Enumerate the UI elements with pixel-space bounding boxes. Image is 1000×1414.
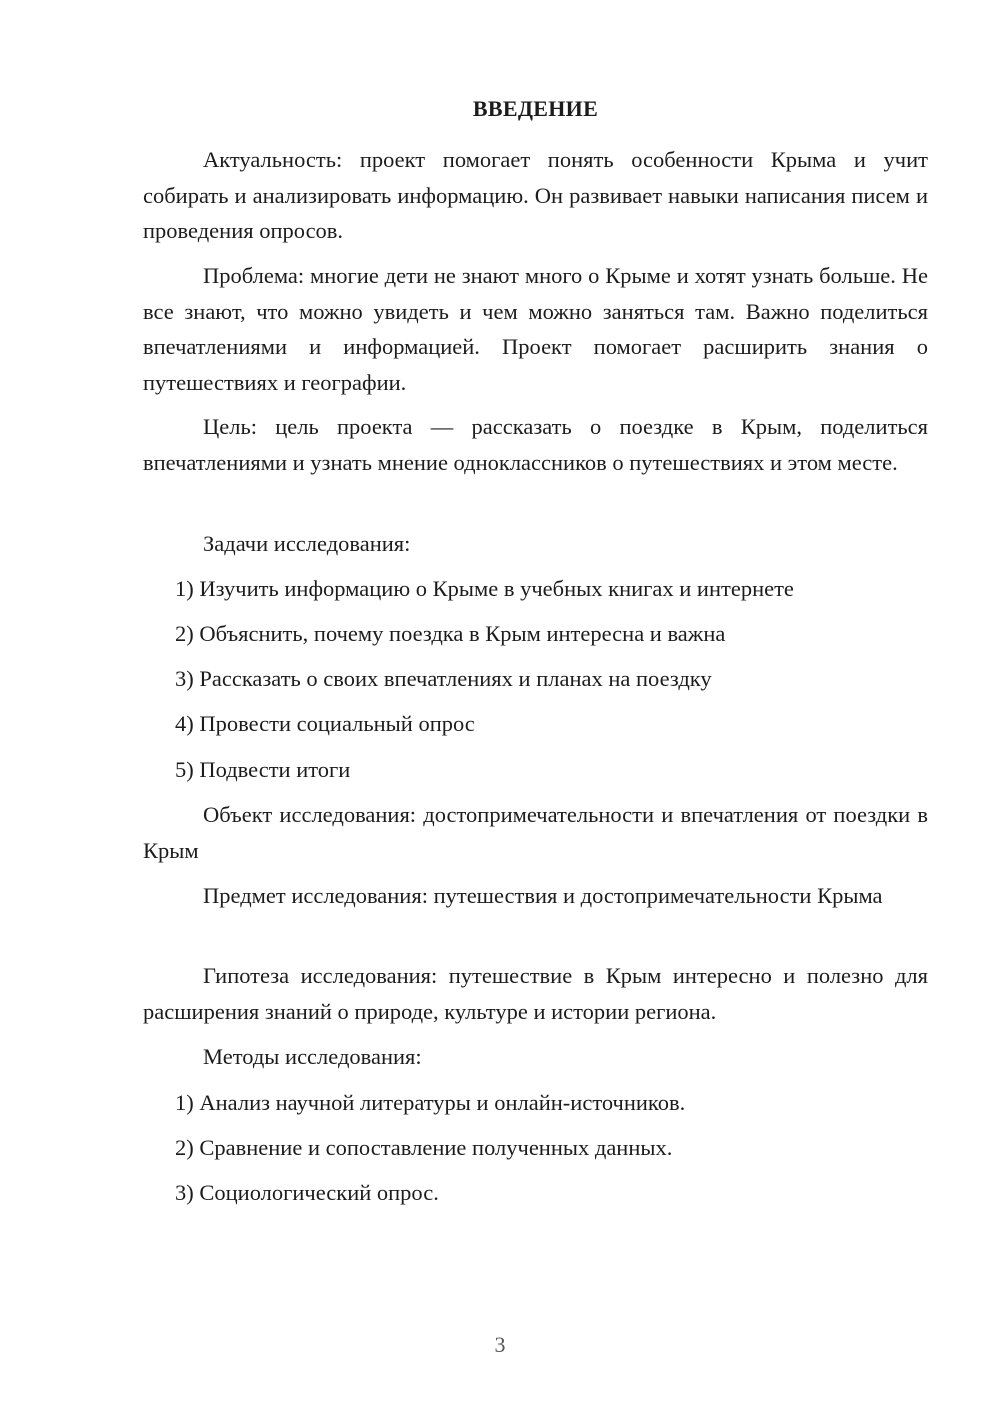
- tasks-heading: Задачи исследования:: [203, 531, 411, 556]
- relevance-paragraph: Актуальность: проект помогает понять особенности Крыма и учит собирать и анализировать информацию. Он развивает навыки написания писем и проведения опросов.: [143, 147, 928, 243]
- task-item-4: 4) Провести социальный опрос: [175, 711, 475, 736]
- object-paragraph: Объект исследования: достопримечательности и впечатления от поездки в Крым: [143, 802, 928, 863]
- section-title: ВВЕДЕНИЕ: [472, 96, 599, 121]
- method-item-3: 3) Социологический опрос.: [175, 1180, 439, 1205]
- method-item-1: 1) Анализ научной литературы и онлайн-источников.: [175, 1090, 686, 1115]
- hypothesis-paragraph: Гипотеза исследования: путешествие в Крым интересно и полезно для расширения знаний о природе, культуре и истории региона.: [143, 963, 928, 1024]
- task-item-1: 1) Изучить информацию о Крыме в учебных книгах и интернете: [175, 576, 794, 601]
- task-item-2: 2) Объяснить, почему поездка в Крым интересна и важна: [175, 621, 726, 646]
- goal-paragraph: Цель: цель проекта — рассказать о поездке в Крым, поделиться впечатлениями и узнать мнение одноклассников о путешествиях и этом месте.: [143, 414, 928, 475]
- subject-paragraph: Предмет исследования: путешествия и достопримечательности Крыма: [203, 883, 883, 908]
- page-number: 3: [494, 1332, 506, 1357]
- method-item-2: 2) Сравнение и сопоставление полученных данных.: [175, 1135, 673, 1160]
- task-item-5: 5) Подвести итоги: [175, 757, 351, 782]
- task-item-3: 3) Рассказать о своих впечатлениях и планах на поездку: [175, 666, 712, 691]
- problem-paragraph: Проблема: многие дети не знают много о Крыме и хотят узнать больше. Не все знают, что можно увидеть и чем можно заняться там. Важно поделиться впечатлениями и информацией. Проект помогает расширить знания о путешествиях и географии.: [143, 263, 928, 395]
- methods-heading: Методы исследования:: [203, 1044, 422, 1069]
